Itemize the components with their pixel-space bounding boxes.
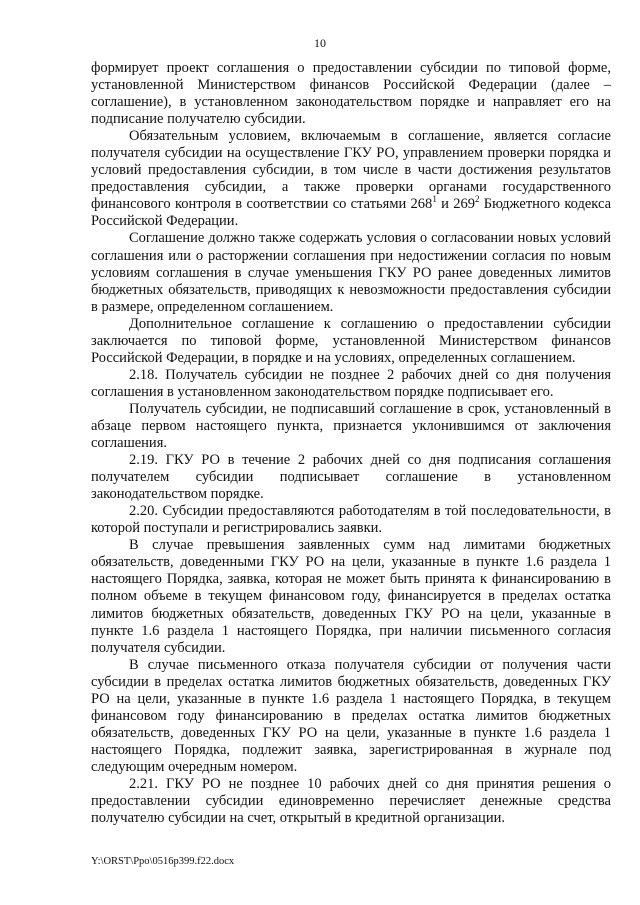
paragraph-10: В случае письменного отказа получателя субсидии от получения части субсидии в пределах остатка лимитов бюджетных обязательств, доведенных ГКУ РО на цели, указанные в пункте 1.6 раздела 1 настоящего Порядка, в текущем финансовом году финансированию в пределах остатка лимитов бюджетных обязательств, доведенных ГКУ РО на цели, указанные в пункте 1.6 раздела 1 настоящего Порядка, подлежит заявка, зарегистрированная в журнале под следующим очередным номером. bbox=[91, 656, 611, 775]
paragraph-9: В случае превышения заявленных сумм над лимитами бюджетных обязательств, доведенными ГКУ РО на цели, указанные в пункте 1.6 раздела 1 настоящего Порядка, заявка, которая не может быть принята к финансированию в полном объеме в текущем финансовом году, финансируется в пределах остатка лимитов бюджетных обязательств, доведенных ГКУ РО на цели, указанные в пункте 1.6 раздела 1 настоящего Порядка, при наличии письменного согласия получателя субсидии. bbox=[91, 537, 611, 656]
footnote-sup-2: 2 bbox=[474, 194, 480, 205]
paragraph-2-18: 2.18. Получатель субсидии не позднее 2 рабочих дней со дня получения соглашения в установленном законодательством порядке подписывает его. bbox=[91, 366, 611, 400]
paragraph-2-mid: и 269 bbox=[436, 196, 475, 213]
paragraph-2-21: 2.21. ГКУ РО не позднее 10 рабочих дней со дня принятия решения о предоставлении субсидии единовременно перечисляет денежные средства получателю субсидии на счет, открытый в кредитной организации. bbox=[91, 775, 611, 827]
page-number: 10 bbox=[314, 36, 326, 50]
paragraph-2-20: 2.20. Субсидии предоставляются работодателям в той последовательности, в которой поступали и регистрировались заявки. bbox=[91, 503, 611, 537]
paragraph-3: Соглашение должно также содержать условия о согласовании новых условий соглашения или о расторжении соглашения при недостижении согласия по новым условиям соглашения в случае уменьшения ГКУ РО ранее доведенных лимитов бюджетных обязательств, приводящих к невозможности предоставления субсидии в размере, определенном соглашением. bbox=[91, 230, 611, 315]
paragraph-2 bbox=[91, 128, 611, 230]
footer-file-path: Y:\ORST\Ppo\0516p399.f22.docx bbox=[91, 856, 235, 867]
paragraph-2-text: Обязательным условием, включаемым в соглашение, является согласие получателя субсидии на осуществление ГКУ РО, управлением проверки порядка и условий предоставления субсидии, в том числе в части достижения результатов предоставления субсидии, а также проверки органами государственного финансового контроля в соответствии со статьями 268 bbox=[91, 128, 611, 213]
paragraph-6: Получатель субсидии, не подписавший соглашение в срок, установленный в абзаце первом настоящего пункта, признается уклонившимся от заключения соглашения. bbox=[91, 400, 611, 452]
document-body bbox=[91, 60, 611, 827]
paragraph-2-tail: Бюджетного кодекса Российской Федерации. bbox=[91, 196, 612, 230]
paragraph-1: формирует проект соглашения о предоставлении субсидии по типовой форме, установленной Министерством финансов Российской Федерации (далее – соглашение), в установленном законодательством порядке и направляет его на подписание получателю субсидии. bbox=[91, 60, 611, 128]
paragraph-4: Дополнительное соглашение к соглашению о предоставлении субсидии заключается по типовой форме, установленной Министерством финансов Российской Федерации, в порядке и на условиях, определенных соглашением. bbox=[91, 315, 611, 366]
paragraph-2-19: 2.19. ГКУ РО в течение 2 рабочих дней со дня подписания соглашения получателем субсидии подписывает соглашение в установленном законодательством порядке. bbox=[91, 452, 611, 503]
footnote-sup-1: 1 bbox=[432, 194, 437, 205]
